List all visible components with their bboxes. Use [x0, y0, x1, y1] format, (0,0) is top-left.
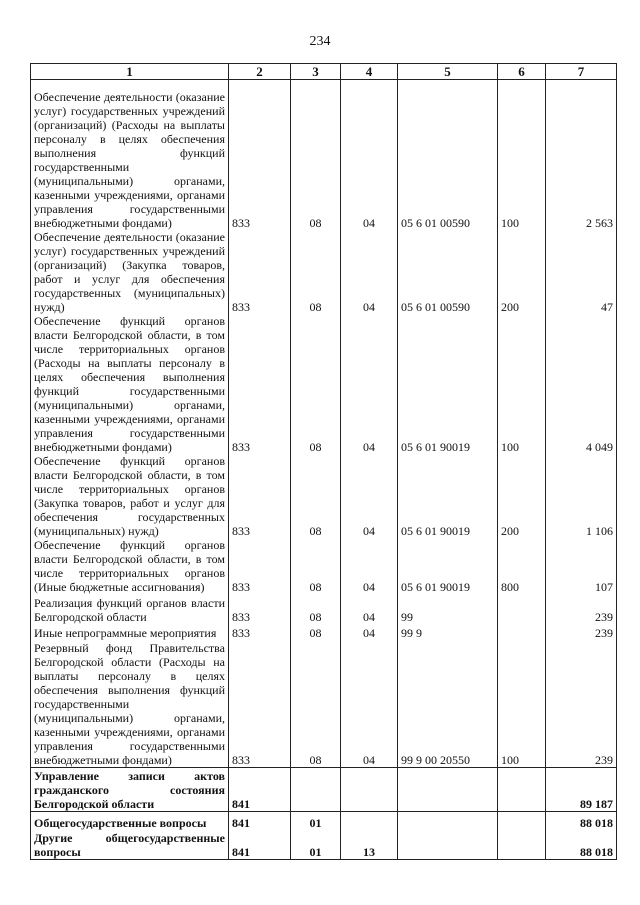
code-cell: 841 [229, 830, 291, 860]
amount-cell: 107 [546, 538, 617, 594]
expense-type-cell [498, 624, 546, 640]
subsection-cell: 04 [341, 538, 398, 594]
column-header: 4 [341, 64, 398, 80]
subsection-cell: 04 [341, 314, 398, 454]
row-name-cell: Обеспечение деятельности (оказание услуг) государственных учреждений (организаций) (Расходы на выплаты персоналу в целях обеспечения выполнения функций государственными (муниципальными) органами, казенными учреждениями, органами управления государственными внебюджетными фондами) [31, 80, 229, 230]
subsection-cell [341, 812, 398, 830]
section-cell: 08 [291, 640, 341, 768]
target-item-cell: 99 [398, 594, 498, 624]
code-cell: 833 [229, 314, 291, 454]
code-cell: 833 [229, 454, 291, 538]
amount-cell: 4 049 [546, 314, 617, 454]
section-cell: 08 [291, 314, 341, 454]
column-header: 5 [398, 64, 498, 80]
code-cell: 833 [229, 624, 291, 640]
code-cell: 833 [229, 538, 291, 594]
column-header: 7 [546, 64, 617, 80]
amount-cell: 2 563 [546, 80, 617, 230]
target-item-cell: 99 9 [398, 624, 498, 640]
table-row [31, 812, 617, 830]
table-row [31, 80, 617, 230]
code-cell: 841 [229, 768, 291, 812]
section-cell: 08 [291, 454, 341, 538]
section-cell: 01 [291, 830, 341, 860]
target-item-cell: 05 6 01 90019 [398, 314, 498, 454]
row-name-cell: Другие общегосударственные вопросы [31, 830, 229, 860]
column-header: 3 [291, 64, 341, 80]
amount-cell: 88 018 [546, 830, 617, 860]
section-cell: 08 [291, 624, 341, 640]
code-cell: 833 [229, 594, 291, 624]
row-name-cell: Реализация функций органов власти Белгородской области [31, 594, 229, 624]
table-row [31, 230, 617, 314]
expense-type-cell: 100 [498, 640, 546, 768]
amount-cell: 88 018 [546, 812, 617, 830]
row-name-cell: Резервный фонд Правительства Белгородской области (Расходы на выплаты персоналу в целях обеспечения выполнения функций государственными (муниципальными) органами, казенными учреждениями, органами управления государственными внебюджетными фондами) [31, 640, 229, 768]
row-name-cell: Управление записи актов гражданского состояния Белгородской области [31, 768, 229, 812]
target-item-cell [398, 830, 498, 860]
section-cell: 08 [291, 230, 341, 314]
subsection-cell: 04 [341, 454, 398, 538]
table-row [31, 768, 617, 812]
table-row [31, 314, 617, 454]
section-cell: 08 [291, 594, 341, 624]
row-name-cell: Общегосударственные вопросы [31, 812, 229, 830]
budget-table [30, 63, 617, 860]
table-row [31, 830, 617, 860]
subsection-cell: 04 [341, 640, 398, 768]
expense-type-cell: 800 [498, 538, 546, 594]
target-item-cell: 99 9 00 20550 [398, 640, 498, 768]
column-header: 2 [229, 64, 291, 80]
table-header [31, 64, 617, 80]
column-header: 6 [498, 64, 546, 80]
row-name-cell: Обеспечение функций органов власти Белгородской области, в том числе территориальных органов (Закупка товаров, работ и услуг для обеспечения государственных (муниципальных) нужд) [31, 454, 229, 538]
amount-cell: 47 [546, 230, 617, 314]
row-name-cell: Обеспечение деятельности (оказание услуг) государственных учреждений (организаций) (Закупка товаров, работ и услуг для обеспечения государственных (муниципальных) нужд) [31, 230, 229, 314]
subsection-cell: 04 [341, 80, 398, 230]
target-item-cell: 05 6 01 00590 [398, 230, 498, 314]
amount-cell: 1 106 [546, 454, 617, 538]
page-number: 234 [309, 34, 331, 49]
subsection-cell: 04 [341, 230, 398, 314]
table-row [31, 640, 617, 768]
section-cell: 08 [291, 80, 341, 230]
expense-type-cell [498, 594, 546, 624]
row-name-cell: Иные непрограммные мероприятия [31, 624, 229, 640]
subsection-cell: 13 [341, 830, 398, 860]
target-item-cell [398, 812, 498, 830]
expense-type-cell: 100 [498, 314, 546, 454]
target-item-cell [398, 768, 498, 812]
code-cell: 841 [229, 812, 291, 830]
table-row [31, 594, 617, 624]
expense-type-cell: 200 [498, 230, 546, 314]
target-item-cell: 05 6 01 00590 [398, 80, 498, 230]
expense-type-cell: 200 [498, 454, 546, 538]
code-cell: 833 [229, 230, 291, 314]
expense-type-cell [498, 768, 546, 812]
subsection-cell: 04 [341, 624, 398, 640]
section-cell: 08 [291, 538, 341, 594]
section-cell: 01 [291, 812, 341, 830]
table-row [31, 454, 617, 538]
table-row [31, 538, 617, 594]
expense-type-cell [498, 830, 546, 860]
code-cell: 833 [229, 640, 291, 768]
target-item-cell: 05 6 01 90019 [398, 538, 498, 594]
table-body [31, 80, 617, 860]
amount-cell: 239 [546, 594, 617, 624]
expense-type-cell [498, 812, 546, 830]
amount-cell: 239 [546, 640, 617, 768]
column-header: 1 [31, 64, 229, 80]
subsection-cell [341, 768, 398, 812]
row-name-cell: Обеспечение функций органов власти Белгородской области, в том числе территориальных органов (Иные бюджетные ассигнования) [31, 538, 229, 594]
target-item-cell: 05 6 01 90019 [398, 454, 498, 538]
subsection-cell: 04 [341, 594, 398, 624]
table-row [31, 624, 617, 640]
amount-cell: 89 187 [546, 768, 617, 812]
expense-type-cell: 100 [498, 80, 546, 230]
row-name-cell: Обеспечение функций органов власти Белгородской области, в том числе территориальных органов (Расходы на выплаты персоналу в целях обеспечения выполнения функций государственными (муниципальными) органами, казенными учреждениями, органами управления государственными внебюджетными фондами) [31, 314, 229, 454]
code-cell: 833 [229, 80, 291, 230]
amount-cell: 239 [546, 624, 617, 640]
section-cell [291, 768, 341, 812]
